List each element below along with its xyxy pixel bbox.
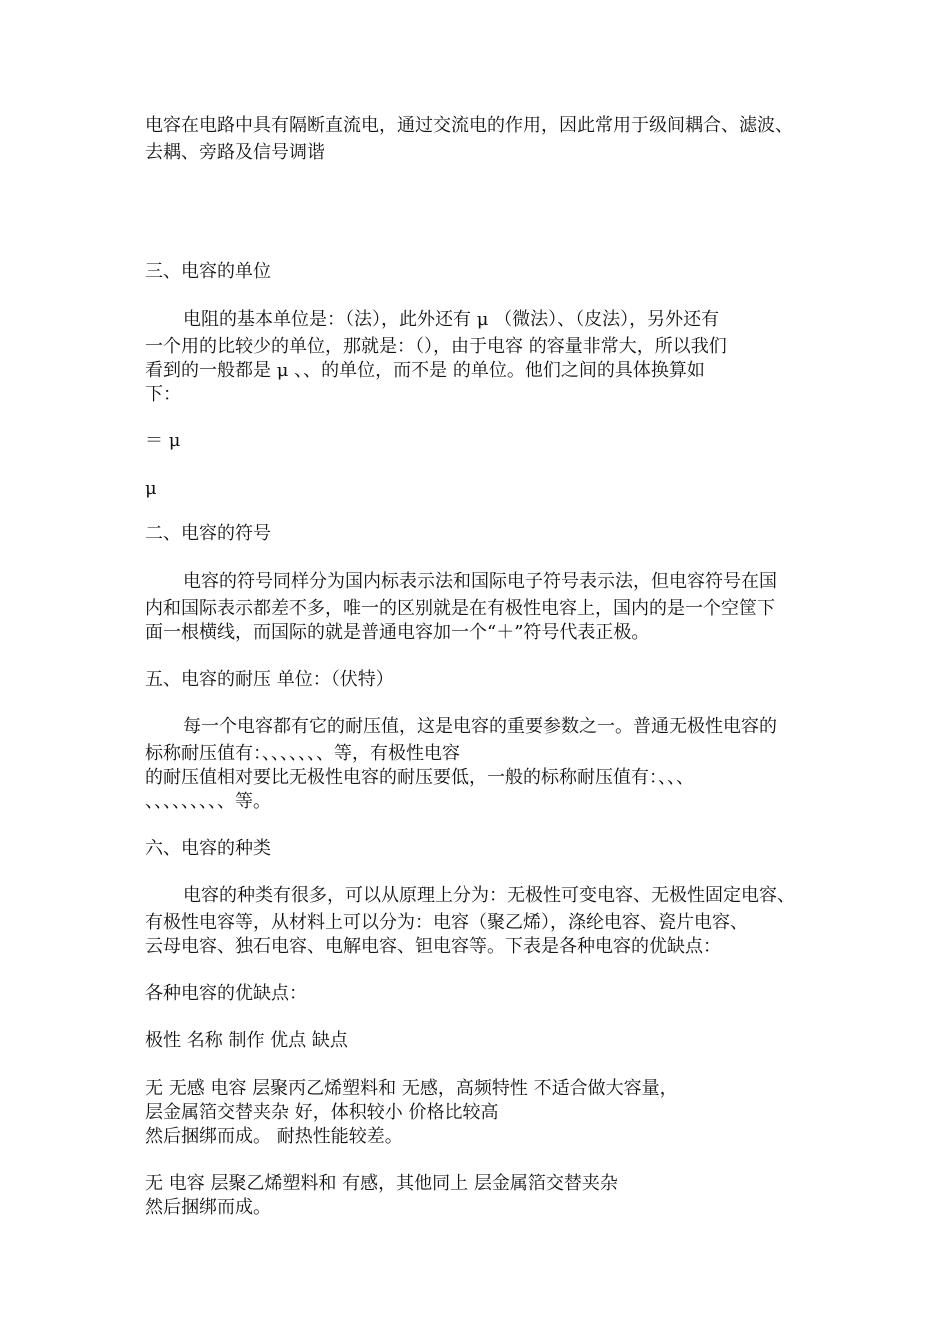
formula-line: μ (145, 478, 157, 499)
paragraph-line: 云母电容、独石电容、电解电容、钽电容等。下表是各种电容的优缺点： (145, 936, 721, 957)
section-heading-types: 六、电容的种类 (145, 838, 271, 859)
section-heading-voltage: 五、电容的耐压 单位：（伏特） (145, 669, 394, 690)
paragraph-line: 面一根横线，而国际的就是普通电容加一个“＋”符号代表正极。 (145, 622, 650, 643)
paragraph-line: 、、、、、、、、、等。 (145, 791, 271, 812)
section-heading-unit: 三、电容的单位 (145, 261, 271, 282)
paragraph-line: 有极性电容等，从材料上可以分为：电容（聚乙烯），涤纶电容、瓷片电容、 (145, 912, 748, 933)
paragraph-line: 的耐压值相对要比无极性电容的耐压要低，一般的标称耐压值有：、、、 (145, 767, 694, 788)
table-row: 然后捆绑而成。 (145, 1197, 271, 1218)
paragraph-line: 电容的种类有很多，可以从原理上分为：无极性可变电容、无极性固定电容、 (183, 885, 795, 906)
paragraph-line: 一个用的比较少的单位，那就是：（），由于电容 的容量非常大，所以我们 (145, 336, 727, 357)
paragraph-line: 去耦、旁路及信号调谐 (145, 142, 325, 163)
paragraph-line: 下： (145, 384, 181, 405)
table-caption: 各种电容的优缺点： (145, 983, 307, 1004)
paragraph-line: 电容的符号同样分为国内标表示法和国际电子符号表示法，但电容符号在国 (183, 571, 777, 592)
table-row: 然后捆绑而成。 耐热性能较差。 (145, 1126, 403, 1147)
table-row: 层金属箔交替夹杂 好，体积较小 价格比较高 (145, 1102, 499, 1123)
table-row: 无 无感 电容 层聚丙乙烯塑料和 无感，高频特性 不适合做大容量， (145, 1078, 678, 1099)
paragraph-line: 每一个电容都有它的耐压值，这是电容的重要参数之一。普通无极性电容的 (183, 716, 777, 737)
table-header-row: 极性 名称 制作 优点 缺点 (145, 1030, 348, 1051)
paragraph-line: 标称耐压值有：、、、、、、、等，有极性电容 (145, 743, 460, 764)
section-heading-symbol: 二、电容的符号 (145, 523, 271, 544)
formula-line: ＝ μ (145, 430, 181, 451)
paragraph-line: 电阻的基本单位是：（法），此外还有 μ （微法）、（皮法），另外还有 (183, 309, 720, 330)
paragraph-line: 电容在电路中具有隔断直流电，通过交流电的作用，因此常用于级间耦合、滤波、 (145, 115, 793, 136)
paragraph-line: 看到的一般都是 μ 、、的单位，而不是 的单位。他们之间的具体换算如 (145, 360, 705, 381)
table-row: 无 电容 层聚乙烯塑料和 有感，其他同上 层金属箔交替夹杂 (145, 1173, 618, 1194)
paragraph-line: 内和国际表示都差不多，唯一的区别就是在有极性电容上，国内的是一个空筐下 (145, 598, 775, 619)
